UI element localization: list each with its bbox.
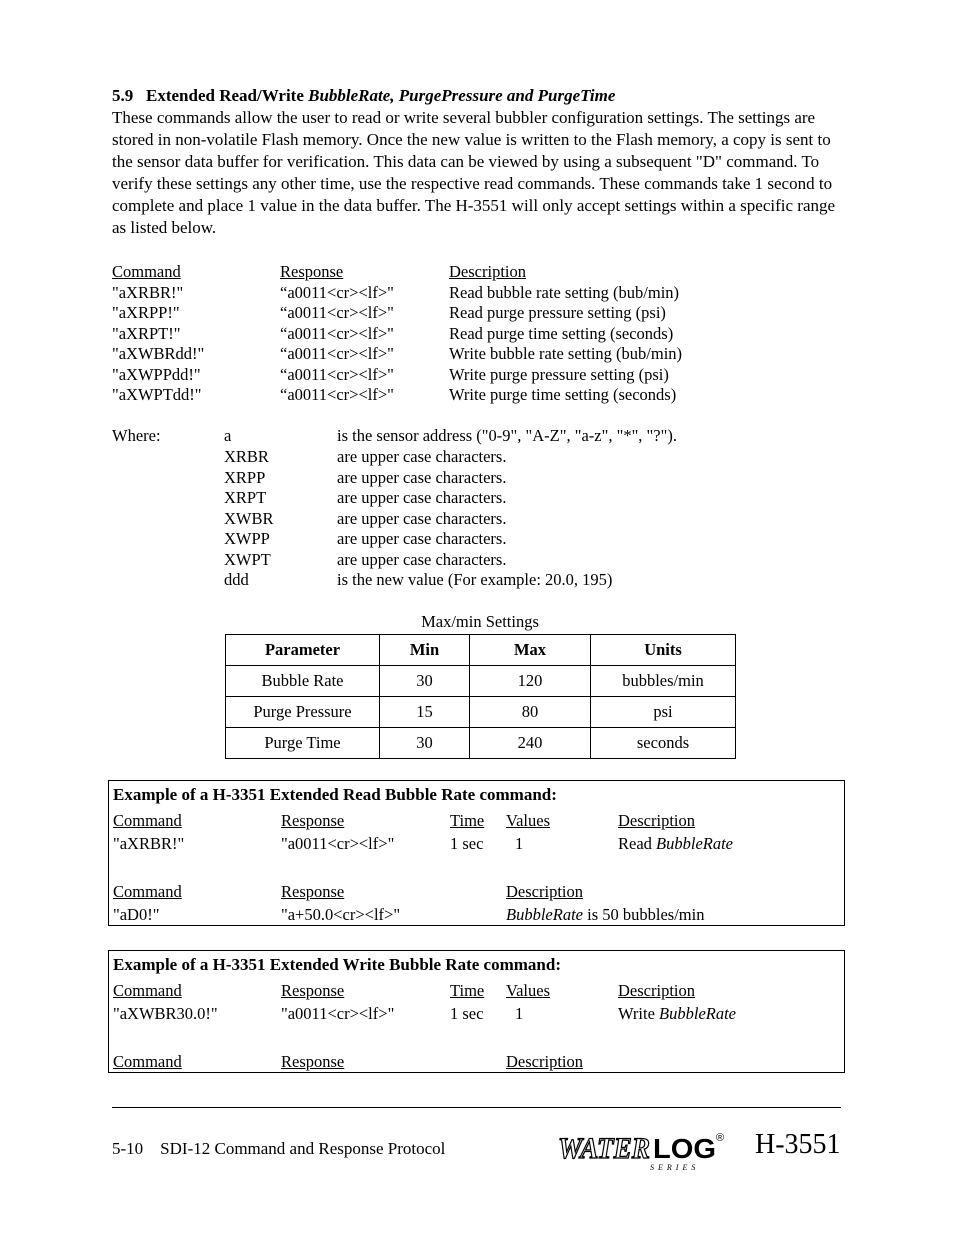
- time-cell: 1 sec: [450, 1004, 484, 1023]
- time-header: Time: [450, 811, 485, 830]
- command-cell: "aD0!": [113, 905, 160, 924]
- units-cell: bubbles/min: [591, 666, 736, 697]
- maxmin-row: [226, 697, 736, 728]
- units-cell: psi: [591, 697, 736, 728]
- response-cell: “a0011<cr><lf>": [280, 385, 394, 404]
- section-title-italic: BubbleRate, PurgePressure and PurgeTime: [308, 86, 616, 105]
- response-cell: "a0011<cr><lf>": [281, 834, 395, 853]
- max-cell: 240: [470, 728, 591, 759]
- description-header: Description: [506, 882, 583, 901]
- description-text: is 50 bubbles/min: [582, 905, 705, 924]
- where-term: XWPT: [224, 550, 271, 569]
- description-cell: [506, 905, 704, 925]
- where-term: XRPP: [224, 468, 266, 487]
- description-text: Read: [618, 834, 657, 853]
- maxmin-caption: Max/min Settings: [421, 612, 539, 631]
- where-definition: are upper case characters.: [337, 447, 507, 466]
- command-header: Command: [113, 882, 182, 901]
- section-title: Extended Read/Write: [146, 86, 304, 105]
- description-text: Write: [618, 1004, 660, 1023]
- units-cell: seconds: [591, 728, 736, 759]
- description-header: Description: [506, 1052, 583, 1071]
- parameter-cell: Purge Time: [226, 728, 380, 759]
- description-cell: [618, 834, 733, 854]
- response-cell: “a0011<cr><lf>": [280, 344, 394, 363]
- where-definition: is the sensor address ("0-9", "A-Z", "a-z", "*", "?").: [337, 426, 677, 445]
- section-number: 5.9: [112, 86, 134, 105]
- example-write-title: Example of a H-3351 Extended Write Bubble Rate command:: [113, 955, 561, 974]
- where-definition: are upper case characters.: [337, 468, 507, 487]
- response-header: Response: [281, 981, 345, 1000]
- description-cell: Read purge pressure setting (psi): [449, 303, 666, 322]
- response-cell: “a0011<cr><lf>": [280, 303, 394, 322]
- min-header: Min: [380, 635, 470, 666]
- max-cell: 80: [470, 697, 591, 728]
- command-header: Command: [112, 262, 181, 281]
- logo-series-text: SERIES: [650, 1163, 700, 1172]
- max-header: Max: [470, 635, 591, 666]
- description-header: Description: [618, 811, 695, 830]
- footer-chapter: SDI-12 Command and Response Protocol: [160, 1139, 446, 1158]
- response-cell: “a0011<cr><lf>": [280, 283, 394, 302]
- where-label: Where:: [112, 426, 161, 445]
- example-read-title: Example of a H-3351 Extended Read Bubble Rate command:: [113, 785, 557, 804]
- where-definition: are upper case characters.: [337, 529, 507, 548]
- time-header: Time: [450, 981, 485, 1000]
- example-read-box: [108, 780, 845, 926]
- parameter-header: Parameter: [226, 635, 380, 666]
- description-cell: Write purge pressure setting (psi): [449, 365, 669, 384]
- where-definition: are upper case characters.: [337, 488, 507, 507]
- description-cell: Read purge time setting (seconds): [449, 324, 674, 343]
- values-cell: 1: [515, 834, 524, 853]
- response-cell: "a0011<cr><lf>": [281, 1004, 395, 1023]
- where-term: ddd: [224, 570, 249, 589]
- where-definition: are upper case characters.: [337, 509, 507, 528]
- where-term: XWBR: [224, 509, 274, 528]
- response-header: Response: [280, 262, 344, 281]
- command-header: Command: [113, 981, 182, 1000]
- description-header: Description: [449, 262, 526, 281]
- min-cell: 30: [380, 728, 470, 759]
- command-cell: "aXRPP!": [112, 303, 180, 322]
- command-cell: "aXWBRdd!": [112, 344, 205, 363]
- footer-rule: [112, 1107, 841, 1108]
- command-cell: "aXRBR!": [112, 283, 184, 302]
- maxmin-row: [226, 666, 736, 697]
- response-cell: "a+50.0<cr><lf>": [281, 905, 401, 924]
- command-cell: "aXRBR!": [113, 834, 185, 853]
- model-number: H-3551: [755, 1129, 841, 1160]
- description-cell: Read bubble rate setting (bub/min): [449, 283, 680, 302]
- units-header: Units: [591, 635, 736, 666]
- description-italic: BubbleRate: [659, 1004, 737, 1023]
- where-term: XRPT: [224, 488, 267, 507]
- maxmin-row: [226, 728, 736, 759]
- page-number: 5-10: [112, 1139, 144, 1158]
- command-cell: "aXRPT!": [112, 324, 181, 343]
- where-definition: are upper case characters.: [337, 550, 507, 569]
- where-term: XRBR: [224, 447, 269, 466]
- command-cell: "aXWPTdd!": [112, 385, 202, 404]
- footer-text: [112, 1139, 445, 1159]
- command-header: Command: [113, 811, 182, 830]
- max-cell: 120: [470, 666, 591, 697]
- where-definition: is the new value (For example: 20.0, 195): [337, 570, 613, 589]
- description-italic: BubbleRate: [656, 834, 734, 853]
- intro-paragraph: These commands allow the user to read or write several bubbler configuration settings. The settings are stored in non-volatile Flash memory. Once the new value is written to the Flash memory, a copy is sent to the sensor data buffer for verification. This data can be viewed by using a subsequent "D" command. To verify these settings any other time, use the respective read commands. These commands take 1 second to complete and place 1 value in the data buffer. The H-3551 will only accept settings within a specific range as listed below.: [112, 108, 836, 237]
- example-write-box: [108, 950, 845, 1073]
- response-header: Response: [281, 882, 345, 901]
- response-header: Response: [281, 811, 345, 830]
- maxmin-table: [225, 634, 736, 759]
- min-cell: 15: [380, 697, 470, 728]
- response-header: Response: [281, 1052, 345, 1071]
- values-header: Values: [506, 981, 550, 1000]
- parameter-cell: Bubble Rate: [226, 666, 380, 697]
- description-header: Description: [618, 981, 695, 1000]
- where-term: XWPP: [224, 529, 270, 548]
- description-cell: Write purge time setting (seconds): [449, 385, 677, 404]
- response-cell: “a0011<cr><lf>": [280, 324, 394, 343]
- min-cell: 30: [380, 666, 470, 697]
- description-cell: [618, 1004, 736, 1024]
- values-header: Values: [506, 811, 550, 830]
- logo-water-text: WATER: [558, 1132, 650, 1165]
- values-cell: 1: [515, 1004, 524, 1023]
- where-term: a: [224, 426, 232, 445]
- waterlog-logo: [556, 1126, 728, 1172]
- command-cell: "aXWPPdd!": [112, 365, 201, 384]
- command-header: Command: [113, 1052, 182, 1071]
- logo-log-text: LOG: [653, 1133, 716, 1164]
- description-cell: Write bubble rate setting (bub/min): [449, 344, 683, 363]
- command-cell: "aXWBR30.0!": [113, 1004, 218, 1023]
- logo-registered-mark: ®: [716, 1132, 725, 1144]
- parameter-cell: Purge Pressure: [226, 697, 380, 728]
- maxmin-header-row: [226, 635, 736, 666]
- section-heading: [112, 86, 615, 106]
- response-cell: “a0011<cr><lf>": [280, 365, 394, 384]
- time-cell: 1 sec: [450, 834, 484, 853]
- description-italic: BubbleRate: [506, 905, 583, 924]
